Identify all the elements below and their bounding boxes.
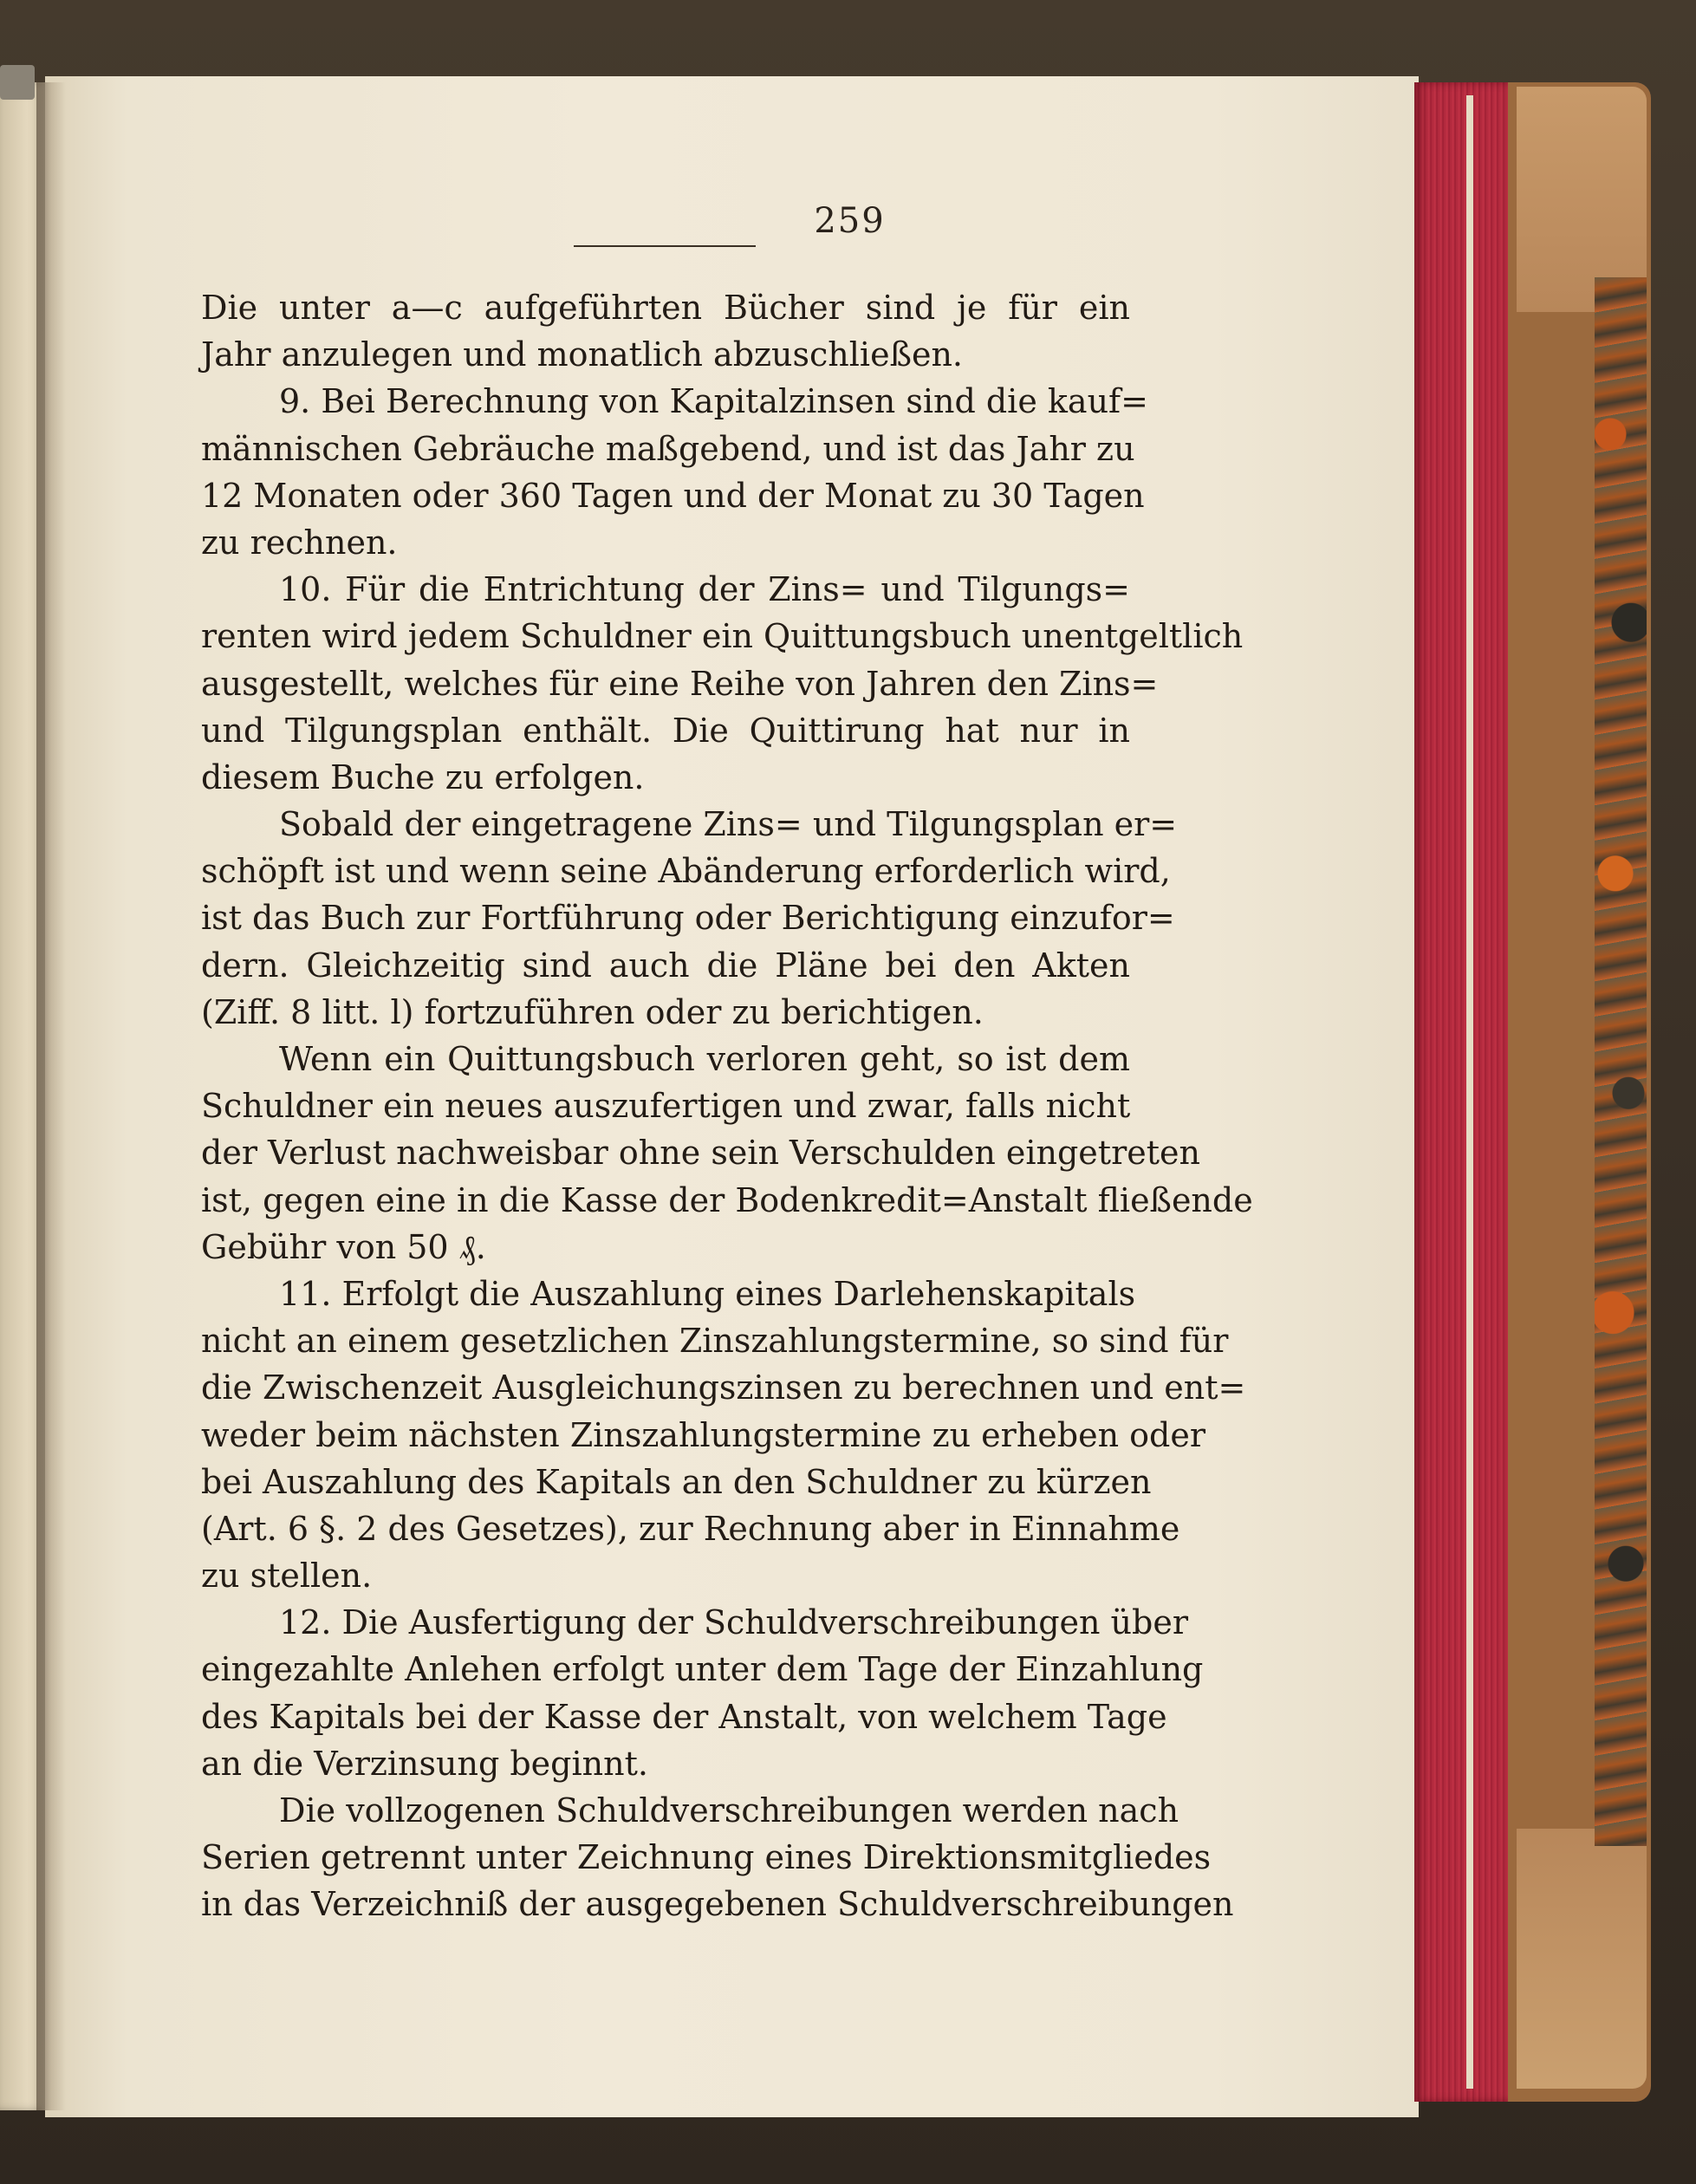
text-line: Jahr anzulegen und monatlich abzuschließen.: [201, 335, 963, 374]
text-line: Schuldner ein neues auszufertigen und zwar, falls nicht: [201, 1087, 1131, 1126]
binding-fragment: [0, 65, 35, 100]
text-line: dern. Gleichzeitig sind auch die Pläne bei den Akten: [201, 946, 1130, 985]
page-number: [0, 201, 1696, 241]
text-line: 10. Für die Entrichtung der Zins= und Tilgungs=: [279, 570, 1130, 609]
text-line: 12 Monaten oder 360 Tagen und der Monat zu 30 Tagen: [201, 476, 1145, 515]
text-line: diesem Buche zu erfolgen.: [201, 757, 645, 796]
text-line: renten wird jedem Schuldner ein Quittungsbuch unentgeltlich: [201, 617, 1244, 656]
text-line: 11. Erfolgt die Auszahlung eines Darlehenskapitals: [279, 1274, 1136, 1313]
text-line: ist, gegen eine in die Kasse der Bodenkredit=Anstalt fließende: [201, 1180, 1253, 1219]
page-number-text: 259: [814, 201, 886, 241]
text-line: Die vollzogenen Schuldverschreibungen werden nach: [279, 1791, 1179, 1830]
text-line: (Ziff. 8 litt. l) fortzuführen oder zu berichtigen.: [201, 992, 984, 1031]
text-line: ausgestellt, welches für eine Reihe von Jahren den Zins=: [201, 664, 1159, 703]
text-line: weder beim nächsten Zinszahlungstermine zu erheben oder: [201, 1415, 1206, 1454]
text-line: 9. Bei Berechnung von Kapitalzinsen sind die kauf=: [279, 382, 1148, 421]
cover-leather-corner-bottom: [1517, 1829, 1647, 2089]
page-gutter: [36, 82, 66, 2110]
text-line: zu rechnen.: [201, 523, 398, 562]
text-line: die Zwischenzeit Ausgleichungszinsen zu berechnen und ent=: [201, 1368, 1246, 1407]
text-line: 12. Die Ausfertigung der Schuldverschreibungen über: [279, 1603, 1189, 1642]
text-line: der Verlust nachweisbar ohne sein Verschulden eingetreten: [201, 1134, 1200, 1173]
text-line: eingezahlte Anlehen erfolgt unter dem Tage der Einzahlung: [201, 1650, 1204, 1689]
text-line: Gebühr von 50 ₰.: [201, 1227, 486, 1266]
text-line: bei Auszahlung des Kapitals an den Schuldner zu kürzen: [201, 1462, 1152, 1501]
text-line: und Tilgungsplan enthält. Die Quittirung hat nur in: [201, 711, 1130, 750]
text-line: Wenn ein Quittungsbuch verloren geht, so ist dem: [279, 1040, 1130, 1078]
text-line: (Art. 6 §. 2 des Gesetzes), zur Rechnung aber in Einnahme: [201, 1509, 1180, 1548]
text-line: Sobald der eingetragene Zins= und Tilgungsplan er=: [279, 805, 1178, 844]
text-line: schöpft ist und wenn seine Abänderung erforderlich wird,: [201, 852, 1171, 891]
page-number-rule: [574, 245, 756, 247]
text-line: männischen Gebräuche maßgebend, und ist das Jahr zu: [201, 429, 1135, 468]
page-edges: [1414, 82, 1508, 2102]
text-line: Die unter a—c aufgeführten Bücher sind je für ein: [201, 289, 1130, 327]
text-line: nicht an einem gesetzlichen Zinszahlungstermine, so sind für: [201, 1322, 1229, 1361]
text-line: in das Verzeichniß der ausgegebenen Schuldverschreibungen: [201, 1885, 1234, 1924]
text-line: Serien getrennt unter Zeichnung eines Direktionsmitgliedes: [201, 1838, 1212, 1877]
marbled-cover-paper: [1595, 277, 1647, 1846]
text-line: an die Verzinsung beginnt.: [201, 1744, 648, 1783]
body-text: [201, 284, 1253, 1928]
text-line: des Kapitals bei der Kasse der Anstalt, von welchem Tage: [201, 1697, 1167, 1736]
text-line: ist das Buch zur Fortführung oder Berichtigung einzufor=: [201, 899, 1175, 938]
page-edge-highlight: [1466, 95, 1473, 2089]
text-line: zu stellen.: [201, 1557, 373, 1596]
